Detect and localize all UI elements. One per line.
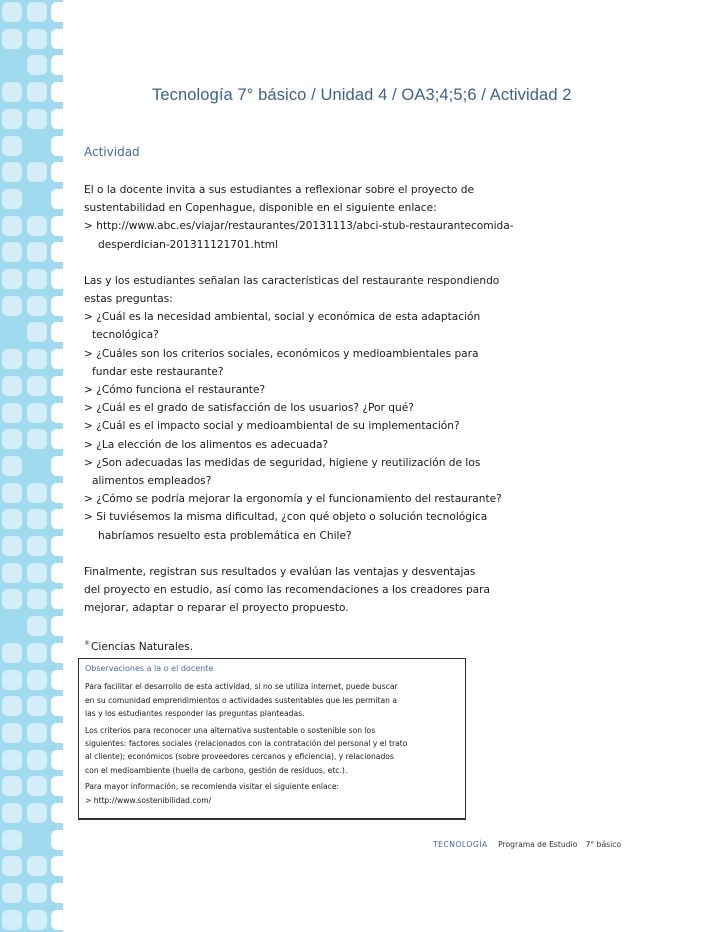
decorative-tile xyxy=(51,2,63,22)
text-line: siguientes: factores sociales (relacionados con la contratación del personal y el trato xyxy=(85,739,408,749)
decorative-tile xyxy=(2,483,22,503)
decorative-tile xyxy=(51,696,63,716)
decorative-tile xyxy=(2,856,22,876)
decorative-tile xyxy=(51,82,63,102)
observation-paragraph xyxy=(85,724,459,778)
text-line: Las y los estudiantes señalan las características del restaurante respondiendo xyxy=(84,274,500,287)
decorative-tile xyxy=(51,429,63,449)
decorative-tile xyxy=(27,750,47,770)
decorative-tile xyxy=(27,296,47,316)
text-line: las y los estudiantes responder las preguntas planteadas. xyxy=(85,709,305,719)
decorative-tile xyxy=(51,483,63,503)
footer-grade: 7° básico xyxy=(585,840,622,849)
question-item: > ¿La elección de los alimentos es adecuada? xyxy=(84,438,329,451)
decorative-tile xyxy=(51,910,63,930)
decorative-tile xyxy=(2,830,22,850)
decorative-tile xyxy=(51,670,63,690)
decorative-tile xyxy=(51,509,63,529)
question-item: > ¿Son adecuadas las medidas de seguridad, higiene y reutilización de los xyxy=(84,456,481,469)
decorative-tile xyxy=(2,803,22,823)
decorative-tile xyxy=(27,643,47,663)
decorative-tile xyxy=(2,670,22,690)
decorative-tile xyxy=(27,269,47,289)
text-line: Para facilitar el desarrollo de esta actividad, si no se utiliza internet, puede buscar xyxy=(85,682,398,692)
question-item: > ¿Cómo se podría mejorar la ergonomía y el funcionamiento del restaurante? xyxy=(84,493,502,506)
decorative-tile xyxy=(2,376,22,396)
decorative-tile xyxy=(27,403,47,423)
text-line: El o la docente invita a sus estudiantes a reflexionar sobre el proyecto de xyxy=(84,184,475,196)
decorative-tile xyxy=(51,883,63,903)
decorative-tile xyxy=(2,536,22,556)
decorative-tile xyxy=(51,242,63,262)
decorative-tile xyxy=(27,242,47,262)
decorative-tile xyxy=(2,429,22,449)
activity-section xyxy=(84,143,534,657)
decorative-tile xyxy=(51,189,63,209)
decorative-tile xyxy=(51,269,63,289)
teacher-observations-box xyxy=(78,658,466,820)
sustainability-link[interactable]: > http://www.sostenibilidad.com/ xyxy=(85,795,212,805)
decorative-tile xyxy=(51,322,63,342)
decorative-tile xyxy=(27,589,47,609)
decorative-tile xyxy=(27,376,47,396)
question-item: > ¿Cuál es el impacto social y medioambiental de su implementación? xyxy=(84,420,460,433)
decorative-tile xyxy=(51,403,63,423)
intro-paragraph xyxy=(84,181,534,254)
text-line: Finalmente, registran sus resultados y evalúan las ventajas y desventajas xyxy=(84,565,476,578)
question-item: > ¿Cuál es el grado de satisfacción de los usuarios? ¿Por qué? xyxy=(84,402,414,415)
closing-paragraph xyxy=(84,563,534,618)
decorative-tile xyxy=(51,776,63,796)
decorative-tile xyxy=(2,643,22,663)
text-line: al cliente); económicos (sobre proveedores cercanos y eficiencia), y relacionados xyxy=(85,752,394,762)
decorative-tile xyxy=(27,803,47,823)
decorative-tile xyxy=(2,750,22,770)
decorative-tile xyxy=(27,216,47,236)
decorative-tile xyxy=(2,509,22,529)
questions-block xyxy=(84,272,534,545)
question-item-continued: tecnológica? xyxy=(92,329,159,342)
decorative-tile xyxy=(27,429,47,449)
text-line: con el medioambiente (huella de carbono, gestión de residuos, etc.). xyxy=(85,765,348,775)
decorative-tile xyxy=(27,82,47,102)
decorative-tile xyxy=(27,883,47,903)
observations-title: Observaciones a la o el docente xyxy=(85,664,214,673)
decorative-tile xyxy=(27,509,47,529)
decorative-tile xyxy=(51,830,63,850)
decorative-tile xyxy=(51,643,63,663)
footnote-text: Ciencias Naturales. xyxy=(91,641,194,654)
decorative-tile xyxy=(2,216,22,236)
decorative-tile xyxy=(2,136,22,156)
decorative-tile xyxy=(51,55,63,75)
decorative-tile xyxy=(2,883,22,903)
decorative-tile xyxy=(2,910,22,930)
decorative-tile xyxy=(51,216,63,236)
decorative-tile xyxy=(27,536,47,556)
question-item-continued: alimentos empleados? xyxy=(92,475,212,488)
text-line: mejorar, adaptar o reparar el proyecto propuesto. xyxy=(84,602,349,615)
text-line: sustentabilidad en Copenhague, disponible en el siguiente enlace: xyxy=(84,202,437,215)
decorative-tile xyxy=(2,242,22,262)
decorative-tile xyxy=(51,616,63,636)
decorative-tile xyxy=(51,136,63,156)
resource-link-continued[interactable]: desperdician-201311121701.html xyxy=(98,238,279,251)
decorative-tile xyxy=(27,616,47,636)
question-item: > ¿Cuál es la necesidad ambiental, social y económica de esta adaptación xyxy=(84,311,481,324)
decorative-tile xyxy=(27,563,47,583)
page-title: Tecnología 7° básico / Unidad 4 / OA3;4;5;6 / Actividad 2 xyxy=(152,86,572,104)
decorative-tile xyxy=(2,162,22,182)
text-line: en su comunidad emprendimientos o actividades sustentables que les permitan a xyxy=(85,695,398,705)
decorative-tile xyxy=(2,456,22,476)
decorative-tile xyxy=(51,349,63,369)
decorative-tile xyxy=(27,670,47,690)
decorative-tile xyxy=(2,2,22,22)
decorative-tile xyxy=(27,2,47,22)
decorative-tile xyxy=(51,29,63,49)
decorative-sidebar xyxy=(0,0,63,932)
text-line: Los criterios para reconocer una alternativa sustentable o sostenible son los xyxy=(85,725,376,735)
decorative-tile xyxy=(27,723,47,743)
decorative-tile xyxy=(51,589,63,609)
decorative-tile xyxy=(27,856,47,876)
decorative-tile xyxy=(27,776,47,796)
footer-program: Programa de Estudio xyxy=(498,840,578,849)
decorative-tile xyxy=(27,162,47,182)
decorative-tile xyxy=(51,376,63,396)
decorative-tile xyxy=(2,349,22,369)
footer-subject: TECNOLOGÍA xyxy=(433,840,488,849)
decorative-tile xyxy=(51,563,63,583)
resource-link[interactable]: > http://www.abc.es/viajar/restaurantes/20131113/abci-stub-restaurantecomida- xyxy=(84,220,514,233)
observation-paragraph xyxy=(85,680,459,720)
decorative-tile xyxy=(2,776,22,796)
question-item: > ¿Cómo funciona el restaurante? xyxy=(84,384,266,397)
decorative-tile xyxy=(2,109,22,129)
text-line: Para mayor información, se recomienda visitar el siguiente enlace: xyxy=(85,782,340,792)
registered-mark-icon: ® xyxy=(84,640,90,648)
decorative-tile xyxy=(51,536,63,556)
text-line: del proyecto en estudio, así como las recomendaciones a los creadores para xyxy=(84,584,491,597)
decorative-tile xyxy=(2,589,22,609)
decorative-tile xyxy=(27,349,47,369)
observation-paragraph xyxy=(85,780,459,807)
decorative-tile xyxy=(51,109,63,129)
decorative-tile xyxy=(27,29,47,49)
decorative-tile xyxy=(27,322,47,342)
decorative-tile xyxy=(51,296,63,316)
decorative-tile xyxy=(51,456,63,476)
cross-subject-note xyxy=(84,635,534,656)
decorative-tile xyxy=(27,696,47,716)
decorative-tile xyxy=(27,55,47,75)
question-item-continued: fundar este restaurante? xyxy=(92,365,224,378)
question-item: > ¿Cuáles son los criterios sociales, económicos y medioambientales para xyxy=(84,347,479,360)
decorative-tile xyxy=(51,803,63,823)
decorative-tile xyxy=(2,563,22,583)
question-item: > Si tuviésemos la misma dificultad, ¿con qué objeto o solución tecnológica xyxy=(84,511,488,524)
decorative-tile xyxy=(27,109,47,129)
decorative-tile xyxy=(51,750,63,770)
decorative-tile xyxy=(51,856,63,876)
decorative-tile xyxy=(51,723,63,743)
decorative-tile xyxy=(2,723,22,743)
page-footer xyxy=(433,840,621,849)
decorative-tile xyxy=(2,296,22,316)
decorative-tile xyxy=(27,910,47,930)
decorative-tile xyxy=(2,696,22,716)
decorative-tile xyxy=(51,162,63,182)
decorative-tile xyxy=(2,269,22,289)
section-heading: Actividad xyxy=(84,145,140,159)
decorative-tile xyxy=(2,403,22,423)
decorative-tile xyxy=(2,29,22,49)
question-item-continued: habríamos resuelto esta problemática en Chile? xyxy=(98,529,352,542)
text-line: estas preguntas: xyxy=(84,293,173,306)
decorative-tile xyxy=(2,82,22,102)
decorative-tile xyxy=(2,189,22,209)
decorative-tile xyxy=(27,483,47,503)
